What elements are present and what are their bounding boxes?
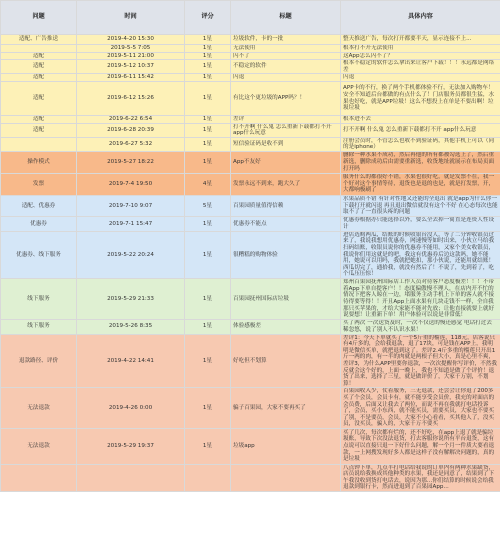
row-time: 2019-6-28 20:39 <box>77 123 185 137</box>
row-score: 1星 <box>185 231 231 279</box>
row-score: 1星 <box>185 74 231 82</box>
row-category: 适配、广告推送 <box>1 35 77 45</box>
row-score: 1星 <box>185 123 231 137</box>
row-title: 优惠券不能点 <box>231 217 341 231</box>
row-score: 1星 <box>185 35 231 45</box>
row-score: 4星 <box>185 173 231 195</box>
row-title <box>231 464 341 491</box>
row-category: 无法退款 <box>1 428 77 464</box>
table-row <box>1 115 500 123</box>
row-category: 优惠券、线下服务 <box>1 231 77 279</box>
table-row <box>1 388 500 429</box>
row-category: 适配 <box>1 123 77 137</box>
row-category: 线下服务 <box>1 279 77 320</box>
row-time: 2019-4-26 0:00 <box>77 388 185 429</box>
row-score: 1星 <box>185 428 231 464</box>
row-time: 2019-6-27 5:32 <box>77 137 185 151</box>
row-detail: 水果品质不错 有针对性地又还能的全退出 就是app为什么你一下载打开就闪退 再且退出微信就没有这个不好 在心态每次也能取不了了一直很头疼的问题 <box>341 195 500 217</box>
table-row <box>1 137 500 151</box>
row-score: 1星 <box>185 52 231 60</box>
row-time: 2019-5-12 10:37 <box>77 60 185 74</box>
row-category: 适配 <box>1 115 77 123</box>
table-row <box>1 217 500 231</box>
row-detail: 进店选购两瓜，结账的时候收银台没人，等了二分钟收银员过来了，我说我想用优惠券，网速慢等如时出来，小伙立马给我扫码结账，收银员说你的优惠券不能用，又家个美女收银员，我说你们用这就是的吧，我这有优惠券后边这款吗，她不能用，她说可以用吗，我就把她扣，那小伙说，还能用就结账！西瓜切完了，通拾我，就没有然后了！不说了，先到着了，吃个瓜压压惊！ <box>341 231 500 279</box>
row-time: 2019-5-26 8:35 <box>77 319 185 334</box>
row-title: 打不开啊 什么鬼 怎么重新下载都打不开 app什么玩意 <box>231 123 341 137</box>
row-time: 2019-5-11 21:00 <box>77 52 185 60</box>
row-score: 1星 <box>185 334 231 388</box>
row-title: 不稳定的软件 <box>231 60 341 74</box>
row-time <box>77 464 185 491</box>
table-row <box>1 173 500 195</box>
row-title: 无法使用 <box>231 44 341 52</box>
row-score: 1星 <box>185 319 231 334</box>
row-detail: 差评1：今天下单就买了一个5斤重的榴莲，118元，店客说只有4斤多的，会给我退款，退了17块，可是钱在APP上，我明明是微信买单，就把退到这了。差评2.4斤多重的榴莲只开出1斤一两的肉，有一半的肉就是两根子但大小，真是心里不爽，差评3，为什么APP里要你退款，一次次提醒你写评价，不然我反就会这个好的，上面一晚上，我也不知道是做了个评价！退货了出来，选择了三星，就是做评价了，大家千万别，不划算！ <box>341 334 500 388</box>
header-detail: 具体内容 <box>341 1 500 35</box>
row-detail: 根本不稳定的软件怎么拿出来让客户下载！！！永远都是网络差 <box>341 60 500 74</box>
row-category: 适配 <box>1 60 77 74</box>
row-detail: APP卡的不行，换了两个手机都体验不行，无法加入购物车！安全不知道后台都做的有点什么了！门店服务员都很生猛，水果也好吃，就是APP垃圾！这么不想投上在单是不要出啊！垃圾垃圾 <box>341 82 500 116</box>
table-row <box>1 35 500 45</box>
table-row <box>1 428 500 464</box>
row-title: 骗子百果园，大家不要再买了 <box>231 388 341 429</box>
table-row <box>1 52 500 60</box>
row-category: 发票 <box>1 173 77 195</box>
row-time: 2019-7-10 9:07 <box>77 195 185 217</box>
row-time: 2019-5-5 7:05 <box>77 44 185 52</box>
row-title: 百果园抚州国际店垃圾 <box>231 279 341 320</box>
table-row <box>1 464 500 491</box>
table-row <box>1 334 500 388</box>
header-title: 标题 <box>231 1 341 35</box>
row-time: 2019-6-11 15:42 <box>77 74 185 82</box>
row-detail: 根本进不去 <box>341 115 500 123</box>
row-time: 2019-7-4 19:50 <box>77 173 185 195</box>
row-title: 百果园质量值得信赖 <box>231 195 341 217</box>
row-time: 2019-6-12 15:26 <box>77 82 185 116</box>
table-row <box>1 44 500 52</box>
row-score: 1星 <box>185 60 231 74</box>
row-time: 2019-5-27 18:22 <box>77 151 185 173</box>
row-time: 2019-4-20 15:30 <box>77 35 185 45</box>
row-title: 差评 <box>231 115 341 123</box>
row-category: 线下服务 <box>1 319 77 334</box>
row-detail: 服务什么的都很好不错，水果也很好吃，就是发票不在，我一个好对这个事情等待，退货也是退的也是，就是打发票，开，大都响极刷了 <box>341 173 500 195</box>
table-row <box>1 279 500 320</box>
row-score: 1星 <box>185 279 231 320</box>
row-title: 好吃但不划算 <box>231 334 341 388</box>
row-category: 适配 <box>1 82 77 116</box>
row-title: 体验感极差 <box>231 319 341 334</box>
row-category: 退款路径、评价 <box>1 334 77 388</box>
row-score: 1星 <box>185 115 231 123</box>
row-time: 2019-5-29 19:37 <box>77 428 185 464</box>
header-category: 问题 <box>1 1 77 35</box>
row-detail: 百果园收入少，仗着服务，三无退款，还尝会让你退了200多买了个会员，会员卡有，就不能享受会员价，我充的对面店的会员费，后面又让我去了两位，而说不再在我就打电话投诉了，会员，买小东西，就不能买员，需要买员，大家也不要买了别，不是要员，会员，大家不小心看看，买其他人了，没买员，没买员，骗人的，大家千万不要买 <box>341 388 500 429</box>
table-row <box>1 82 500 116</box>
row-title: 很糟糕的购物体验 <box>231 231 341 279</box>
table-row <box>1 74 500 82</box>
row-detail: 买了几次，每次都有烂的，还不好吃，在app上退了就是骗垃圾账，导致下次没法退货，打去客服你说所有平台退货，这有点说可以直接只退一下好什么问题，解一个月一件质大要看退款，一上网搜发现好多人都是这样子没有解解决问题的，真的是垃圾 <box>341 428 500 464</box>
row-title: 垃圾app <box>231 428 341 464</box>
row-category <box>1 44 77 52</box>
table-row <box>1 151 500 173</box>
row-title: 闪退 <box>231 74 341 82</box>
row-detail: 注册会员时，不管怎么也收不到验证码，其他手机上可以（同的是iphone） <box>341 137 500 151</box>
table-row <box>1 319 500 334</box>
table-row <box>1 195 500 217</box>
row-time: 2019-4-22 14:41 <box>77 334 185 388</box>
row-title: 短信验证码是收不到 <box>231 137 341 151</box>
row-title: 发票永远不到来，跑大久了 <box>231 173 341 195</box>
row-score: 1星 <box>185 82 231 116</box>
row-detail: 根本打不开无法使用 <box>341 44 500 52</box>
row-category <box>1 137 77 151</box>
row-category: 无法退款 <box>1 388 77 429</box>
row-category: 适配 <box>1 52 77 60</box>
row-category <box>1 464 77 491</box>
table-row <box>1 231 500 279</box>
header-time: 时间 <box>77 1 185 35</box>
header-row <box>1 1 500 35</box>
row-time: 2019-5-22 20:24 <box>77 231 185 279</box>
row-detail: 八点钟下单，九点半打电话给我说的订单内有两种水果缺货，店员说给我换成其他种类的水果，我还是同意了，结果到了下午我没收到货打电话去，说因为那...你们结算的时候说会给我退款到银行卡，然而进退到了百果园App... <box>341 464 500 491</box>
header-score: 评分 <box>185 1 231 35</box>
row-detail: 这App怎么闪不了？ <box>341 52 500 60</box>
row-detail: 整天推送广告，每次打开都要半天，显示连接不上... <box>341 35 500 45</box>
row-detail: 郑州百果园抚州国际店工作人员对待客户态度极差！！！不带着App下单自提客户！！态度偏傲慢不理人，在店内开不忙的情况下把客人晾在一边，堵服务主动手机上下单的客人就不接待得要等得！！开且App上面水果有几块走钱不一样，全自我那只买苹果的，才给大家能不能对先放；让他直接就要上就好说要想！让重新下单！用户体验可以说是非常低！ <box>341 279 500 320</box>
row-score <box>185 464 231 491</box>
row-category: 适配 <box>1 74 77 82</box>
row-score: 1星 <box>185 137 231 151</box>
row-score: 1星 <box>185 217 231 231</box>
row-time: 2019-5-29 21:33 <box>77 279 185 320</box>
row-detail: 闪退 <box>341 74 500 82</box>
table-row <box>1 123 500 137</box>
row-category: 操作模式 <box>1 151 77 173</box>
table-row <box>1 60 500 74</box>
row-detail: 删除一种水果不成功，然后再他的所有都被勾选上了，然后重新选，删除成功后由需要重新选，收货地址就展示在布局页面打开吗 <box>341 151 500 173</box>
row-category: 适配、优惠券 <box>1 195 77 217</box>
row-title: App不友好 <box>231 151 341 173</box>
row-detail: 买了两次 一次送货及时，一次不仅送的慢还感觉 电话打过去 稀忽悠，说了别人不认识水果！ <box>341 319 500 334</box>
row-title: 有比这个更垃圾的APP吗？！ <box>231 82 341 116</box>
row-category: 优惠券 <box>1 217 77 231</box>
row-title: 垃圾软件，卡的一批 <box>231 35 341 45</box>
row-score: 5星 <box>185 195 231 217</box>
row-detail: 打不开啊 什么鬼 怎么重新下载都打不开 app什么玩意 <box>341 123 500 137</box>
row-detail: 优惠券根据办只能选择以外，要么全去掉一简直是连资人性设计 <box>341 217 500 231</box>
row-time: 2019-6-22 6:54 <box>77 115 185 123</box>
row-score: 1星 <box>185 151 231 173</box>
row-score: 1星 <box>185 388 231 429</box>
row-title: 闪不了 <box>231 52 341 60</box>
row-time: 2019-7-1 15:47 <box>77 217 185 231</box>
row-score: 1星 <box>185 44 231 52</box>
